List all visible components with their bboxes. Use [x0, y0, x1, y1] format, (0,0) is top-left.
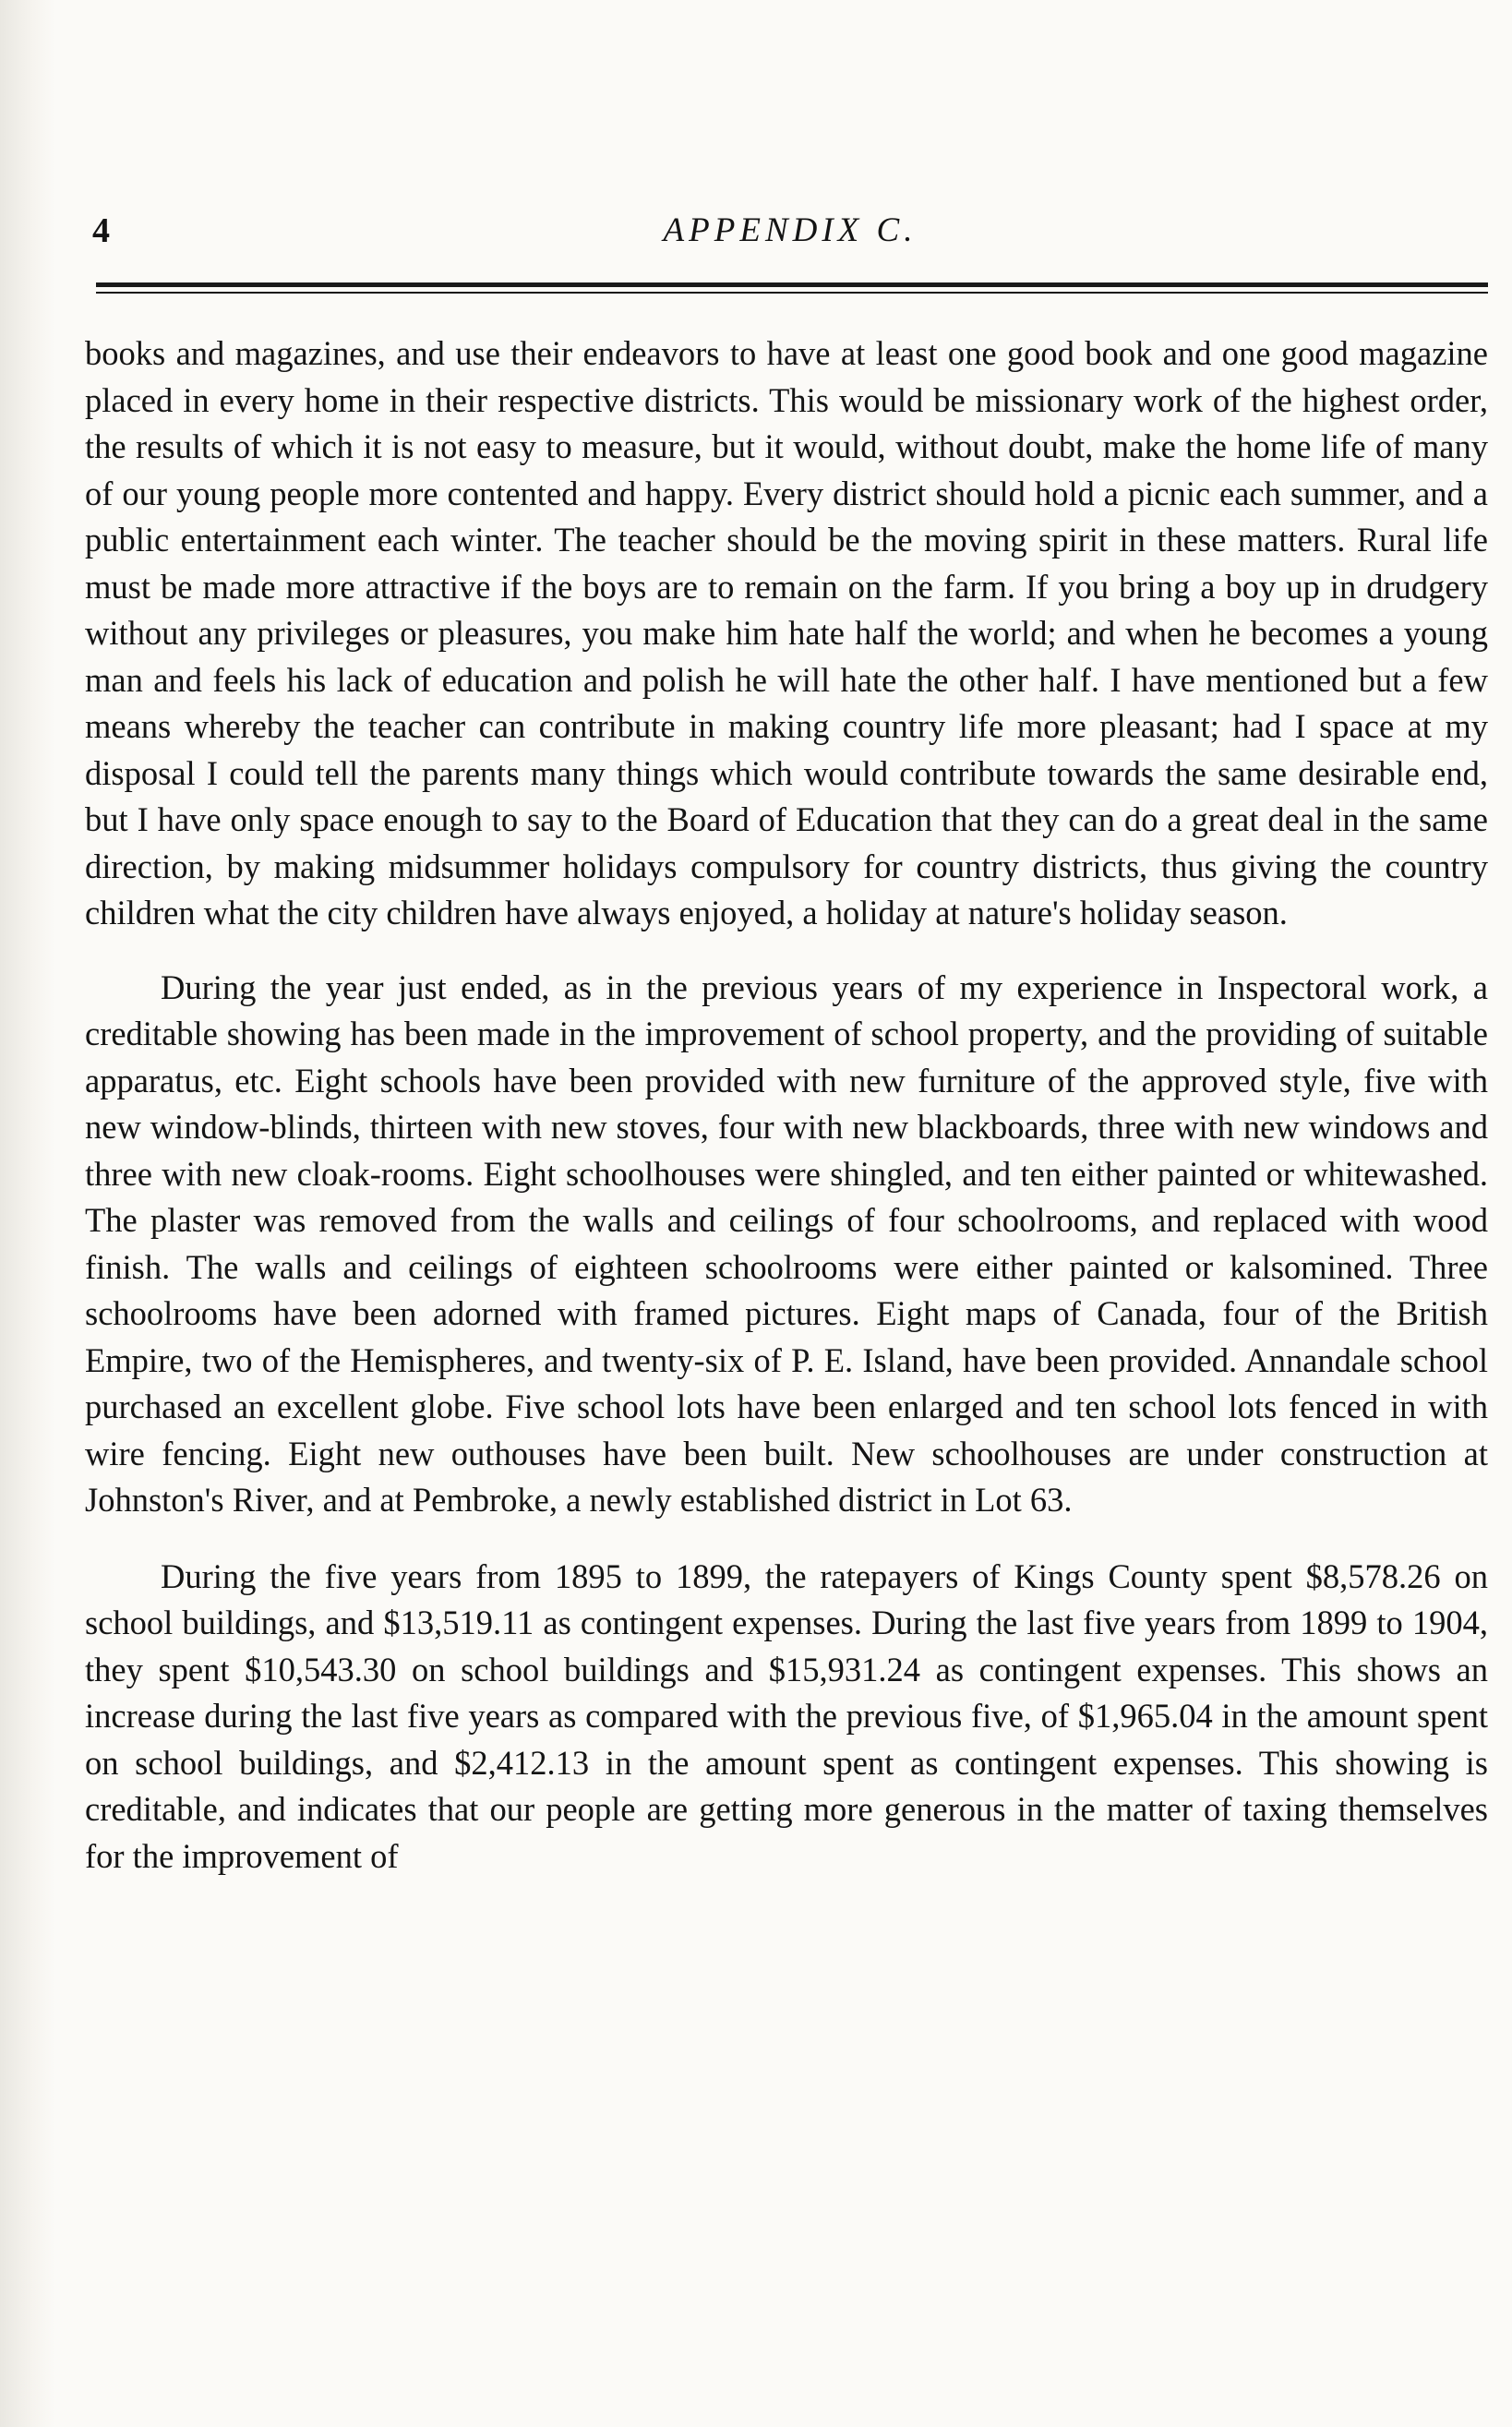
- running-head: APPENDIX C.: [663, 211, 918, 249]
- paragraph-expenditures: During the five years from 1895 to 1899, the ratepayers of Kings County spent $8,578.26 on school buildings, and $13,519.11 as contingent expenses. During the last five years from 1899 to 1904, they spent $10,543.30 on school buildings and $15,931.24 as contingent expenses. This shows an increase during the last five years as compared with the previous five, of $1,965.04 in the amount spent on school buildings, and $2,412.13 in the amount spent as contingent expenses. This showing is creditable, and indicates that our people are getting more generous in the matter of taxing themselves for the improvement of: [85, 1556, 1488, 1875]
- page-edge-shadow: [0, 0, 55, 2427]
- paragraph-continued: books and magazines, and use their endeavors to have at least one good book and one good magazine placed in every home in their respective districts. This would be missionary work of the highest order, the results of which it is not easy to measure, but it would, without doubt, make the home life of many of our young people more contented and happy. Every district should hold a picnic each summer, and a public entertainment each winter. The teacher should be the moving spirit in these matters. Rural life must be made more attractive if the boys are to remain on the farm. If you bring a boy up in drudgery without any privileges or pleasures, you make him hate half the world; and when he becomes a young man and feels his lack of education and polish he will hate the other half. I have mentioned but a few means whereby the teacher can contribute in making country life more pleasant; had I space at my disposal I could tell the parents many things which would contribute towards the same desirable end, but I have only space enough to say to the Board of Education that they can do a great deal in the same direction, by making midsummer holidays compulsory for country districts, thus giving the country children what the city children have always enjoyed, a holiday at nature's holiday season.: [85, 334, 1488, 931]
- page-header: [92, 210, 1488, 266]
- header-rule-thin: [96, 292, 1488, 294]
- page-number: 4: [92, 211, 110, 250]
- body-text: [85, 330, 1488, 1880]
- header-rule-thick: [96, 282, 1488, 287]
- paragraph-school-improvements: During the year just ended, as in the previous years of my experience in Inspectoral work, a creditable showing has been made in the improvement of school property, and the providing of suitable apparatus, etc. Eight schools have been provided with new furniture of the approved style, five with new window-blinds, thirteen with new stoves, four with new blackboards, three with new windows and three with new cloak-rooms. Eight schoolhouses were shingled, and ten either painted or whitewashed. The plaster was removed from the walls and ceilings of four schoolrooms, and replaced with wood finish. The walls and ceilings of eighteen schoolrooms were either painted or kalsomined. Three schoolrooms have been adorned with framed pictures. Eight maps of Canada, four of the British Empire, two of the Hemispheres, and twenty-six of P. E. Island, have been provided. Annandale school purchased an excellent globe. Five school lots have been enlarged and ten school lots fenced in with wire fencing. Eight new outhouses have been built. New schoolhouses are under construction at Johnston's River, and at Pembroke, a newly established district in Lot 63.: [85, 967, 1488, 1519]
